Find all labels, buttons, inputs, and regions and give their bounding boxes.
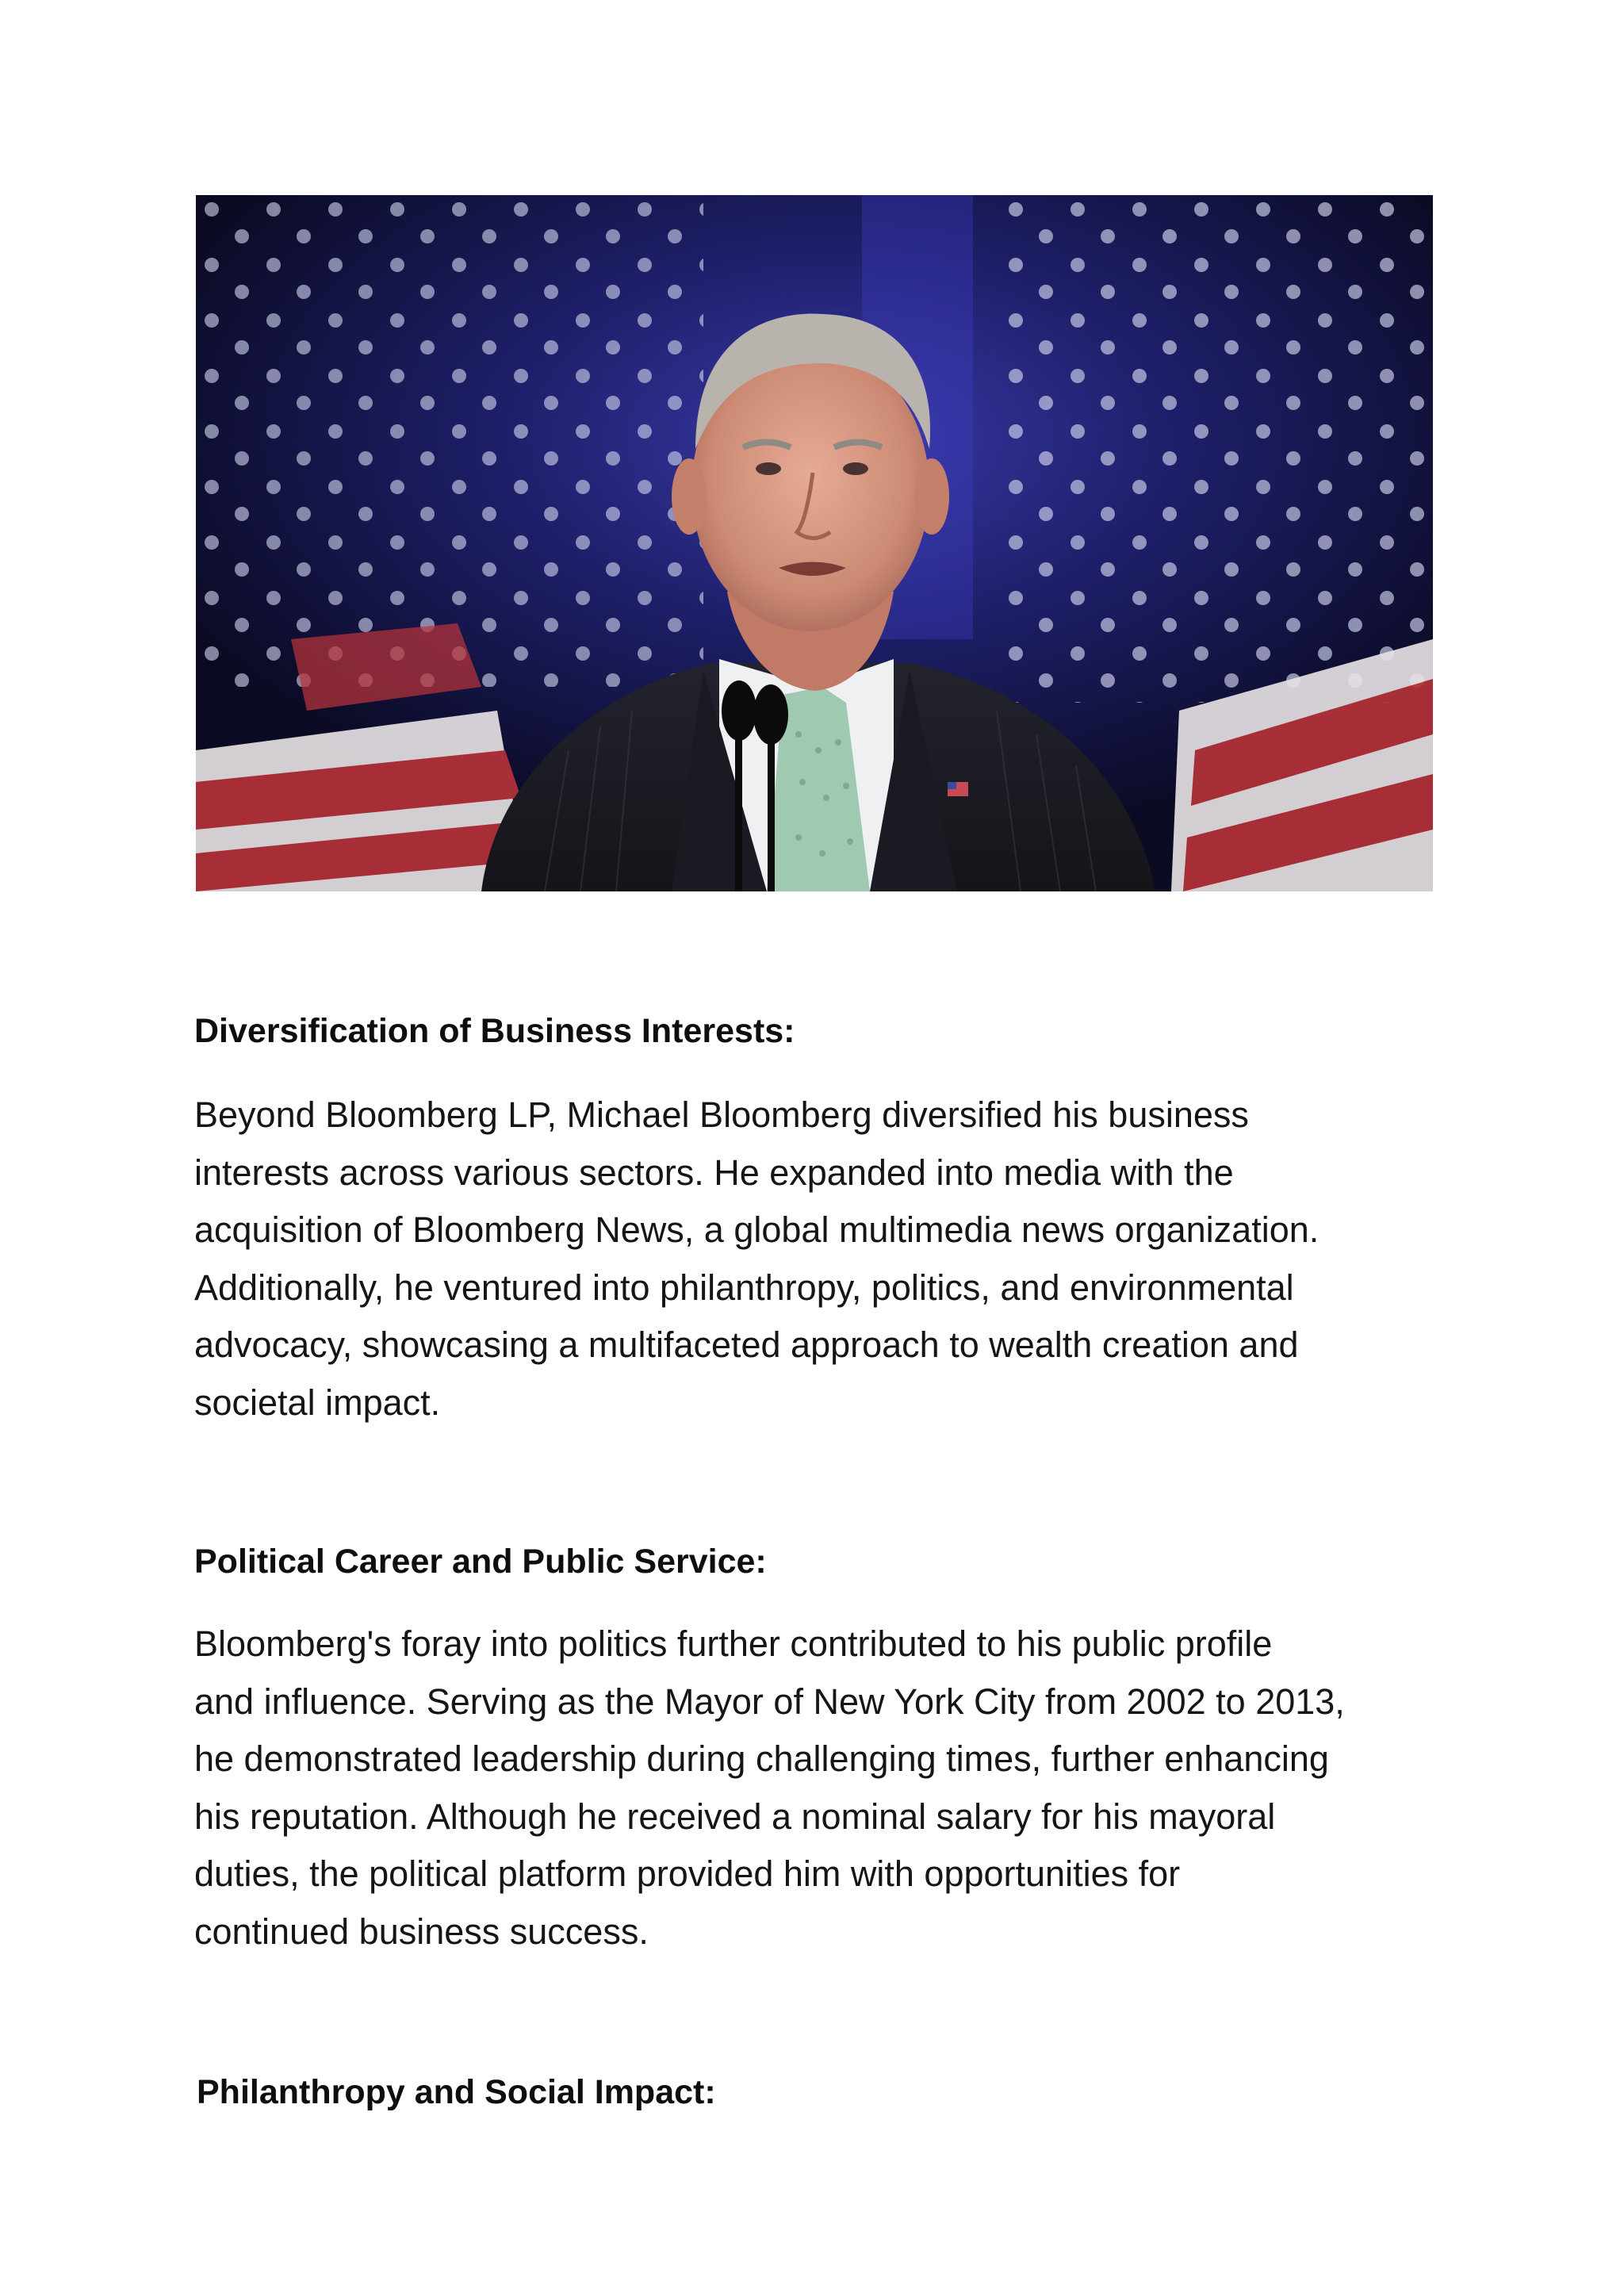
paragraph-line: and influence. Serving as the Mayor of New York City from 2002 to 2013, xyxy=(194,1681,1345,1722)
paragraph-line: continued business success. xyxy=(194,1911,649,1952)
paragraph-line: his reputation. Although he received a nominal salary for his mayoral xyxy=(194,1796,1276,1837)
section-paragraph xyxy=(194,1087,1447,1432)
paragraph-line: societal impact. xyxy=(194,1382,441,1423)
paragraph-line: he demonstrated leadership during challenging times, further enhancing xyxy=(194,1738,1329,1779)
paragraph-line: acquisition of Bloomberg News, a global multimedia news organization. xyxy=(194,1209,1320,1250)
section-heading: Diversification of Business Interests: xyxy=(194,1012,795,1050)
section-heading: Political Career and Public Service: xyxy=(194,1543,767,1581)
paragraph-line: Beyond Bloomberg LP, Michael Bloomberg diversified his business xyxy=(194,1094,1249,1135)
paragraph-line: duties, the political platform provided him with opportunities for xyxy=(194,1853,1181,1894)
paragraph-line: advocacy, showcasing a multifaceted approach to wealth creation and xyxy=(194,1324,1299,1365)
portrait-photo-icon xyxy=(196,195,1433,891)
portrait-photo xyxy=(196,195,1433,891)
section-heading: Philanthropy and Social Impact: xyxy=(197,2073,716,2111)
section-paragraph xyxy=(194,1616,1447,1961)
paragraph-line: Bloomberg's foray into politics further contributed to his public profile xyxy=(194,1623,1273,1664)
paragraph-line: Additionally, he ventured into philanthropy, politics, and environmental xyxy=(194,1267,1294,1308)
paragraph-line: interests across various sectors. He expanded into media with the xyxy=(194,1152,1234,1193)
